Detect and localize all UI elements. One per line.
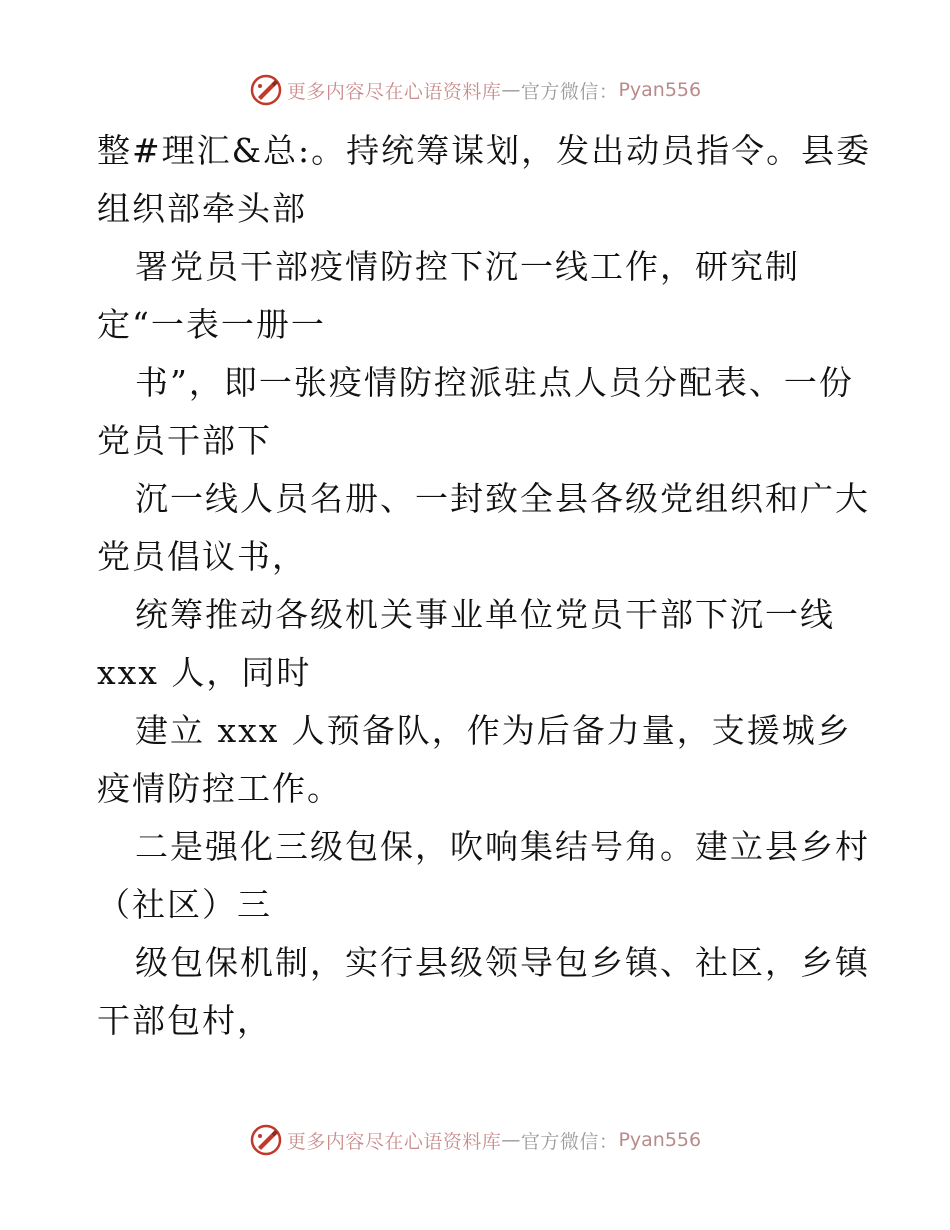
text-line: 党员干部下 (97, 421, 272, 460)
watermark-official-label: 官方微信： (520, 80, 619, 103)
text-line: 级包保机制，实行县级领导包乡镇、社区，乡镇 (135, 943, 870, 982)
pen-logo-icon (249, 1123, 283, 1157)
text-line: （社区）三 (97, 885, 272, 924)
watermark-wechat-id: Pyan556 (618, 1129, 702, 1151)
footer-watermark (0, 1123, 950, 1157)
text-line: 组织部牵头部 (97, 189, 307, 228)
text-line: 署党员干部疫情防控下沉一线工作，研究制 (135, 247, 800, 286)
watermark-dash: — (501, 79, 521, 101)
watermark-site-name: 更多内容尽在心语资料库 (286, 80, 502, 103)
text-line: 统筹推动各级机关事业单位党员干部下沉一线 (135, 595, 835, 634)
text-line: 二是强化三级包保，吹响集结号角。建立县乡村 (135, 827, 870, 866)
text-line: 党员倡议书， (97, 537, 307, 576)
text-line: 定“一表一册一 (97, 305, 326, 344)
document-body (97, 122, 877, 1050)
header-watermark (0, 73, 950, 107)
pen-logo-icon (249, 73, 283, 107)
text-line: 干部包村， (97, 1001, 272, 1040)
watermark-site-name: 更多内容尽在心语资料库 (286, 1130, 502, 1153)
watermark-wechat-id: Pyan556 (618, 79, 702, 101)
text-line: xxx 人，同时 (97, 653, 312, 692)
text-line: 建立 xxx 人预备队，作为后备力量，支援城乡 (135, 711, 852, 750)
text-line: 整#理汇&总:。持统筹谋划，发出动员指令。县委 (97, 131, 872, 170)
watermark-dash: — (501, 1129, 521, 1151)
text-line: 书”，即一张疫情防控派驻点人员分配表、一份 (135, 363, 854, 402)
text-line: 沉一线人员名册、一封致全县各级党组织和广大 (135, 479, 870, 518)
text-line: 疫情防控工作。 (97, 769, 342, 808)
watermark-official-label: 官方微信： (520, 1130, 619, 1153)
